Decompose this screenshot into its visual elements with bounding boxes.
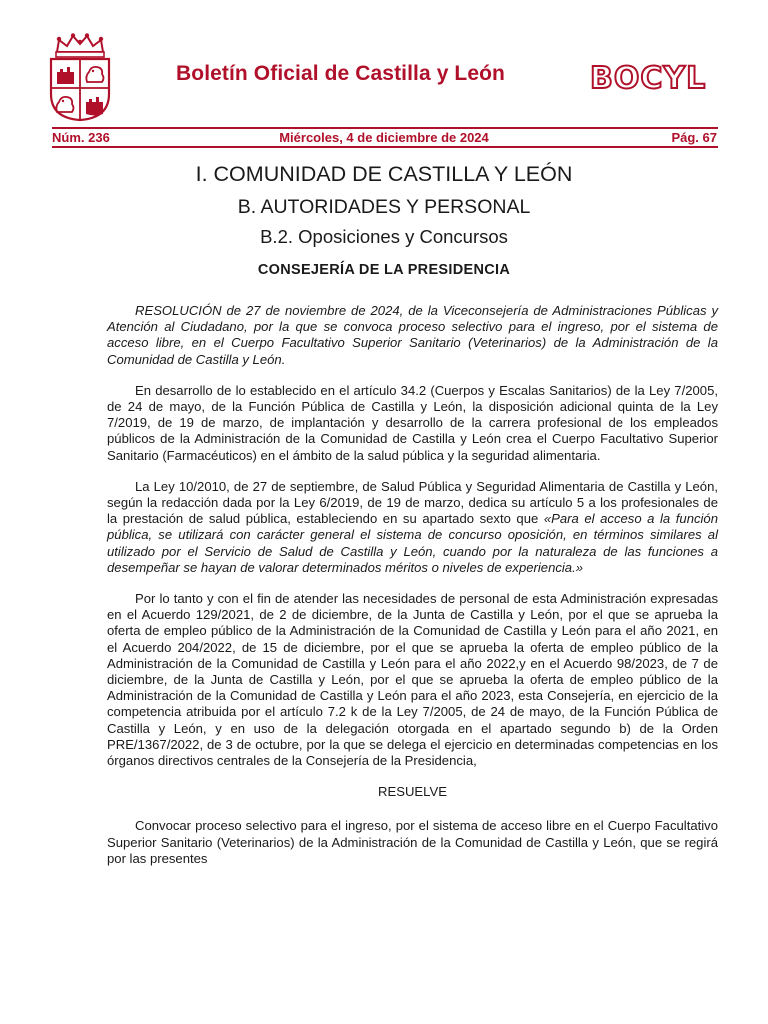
paragraph-3: Por lo tanto y con el fin de atender las necesidades de personal de esta Administración expresadas en el Acuerdo 129/2021, de 2 de diciembre, de la Junta de Castilla y León, por el que se aprueba la oferta de empleo público de la Administración de la Comunidad de Castilla y León para el año 2021, en el Acuerdo 204/2022, de 15 de diciembre, por el que se aprueba la oferta de empleo público de la Administración de la Comunidad de Castilla y León para el año 2022,y en el Acuerdo 98/2023, de 7 de diciembre, de la Junta de Castilla y León, por el que se aprueba la oferta de empleo público de la Administración de la Comunidad de Castilla y León para el año 2023, esta Consejería, en ejercicio de la competencia atribuida por el artículo 7.2 k de la Ley 7/2005, de 24 de mayo, de la Función Pública de Castilla y León, y en uso de la delegación otorgada en el apartado segundo b) de la Orden PRE/1367/2022, de 3 de octubre, por la que se delega el ejercicio en determinadas competencias en los órganos directivos centrales de la Consejería de la Presidencia, [107, 591, 718, 769]
issue-number: Núm. 236 [52, 130, 110, 145]
issue-date: Miércoles, 4 de diciembre de 2024 [279, 130, 489, 145]
paragraph-2-quote: «Para el acceso a la función pública, se utilizará con carácter general el sistema de concurso oposición, en términos similares al utilizado por el Servicio de Salud de Castilla y León, cuando por la naturaleza de las funciones a desempeñar se hayan de valorar determinados méritos o niveles de experiencia.» [107, 511, 718, 575]
svg-text:BOCYL: BOCYL [590, 61, 707, 94]
coat-of-arms-icon [45, 32, 115, 122]
resolution-paragraph: RESOLUCIÓN de 27 de noviembre de 2024, de la Viceconsejería de Administraciones Públicas y Atención al Ciudadano, por la que se convoca proceso selectivo para el ingreso, por el sistema de acceso libre, en el Cuerpo Facultativo Superior Sanitario (Veterinarios) de la Administración de la Comunidad de Castilla y León. [107, 303, 718, 367]
subsection-heading: B. AUTORIDADES Y PERSONAL [237, 196, 531, 218]
paragraph-4: Convocar proceso selectivo para el ingreso, por el sistema de acceso libre en el Cuerpo Facultativo Superior Sanitario (Veterinarios) de la Administración de la Comunidad de Castilla y León, que se regirá por las presentes [107, 818, 718, 866]
paragraph-2-intro: La Ley 10/2010, de 27 de septiembre, de Salud Pública y Seguridad Alimentaria de Castilla y León, según la redacción dada por la Ley 6/2019, de 19 de marzo, dedica su artículo 5 a los profesionales de la prestación de salud pública, estableciendo en su apartado sexto que [107, 478, 718, 527]
subsubsection-heading: B.2. Oposiciones y Concursos [260, 226, 508, 247]
page-header [0, 0, 768, 145]
department-heading: CONSEJERÍA DE LA PRESIDENCIA [257, 262, 511, 278]
page-number: Pág. 67 [671, 130, 717, 145]
bocyl-logo [590, 60, 720, 94]
paragraph-1: En desarrollo de lo establecido en el artículo 34.2 (Cuerpos y Escalas Sanitarios) de la Ley 7/2005, de 24 de mayo, de la Función Pública de Castilla y León, la disposición adicional quinta de la Ley 7/2019, de 19 de marzo, de implantación y desarrollo de la carrera profesional de los empleados públicos de la Administración de la Comunidad de Castilla y León crea el Cuerpo Facultativo Superior Sanitario (Farmacéuticos) en el ámbito de la salud pública y la seguridad alimentaria. [107, 382, 718, 463]
bulletin-title: Boletín Oficial de Castilla y León [176, 62, 505, 85]
resuelve-heading: RESUELVE [378, 784, 447, 800]
meta-rule [52, 146, 718, 148]
section-heading: I. COMUNIDAD DE CASTILLA Y LEÓN [195, 162, 573, 186]
header-rule [52, 127, 718, 129]
paragraph-2 [107, 479, 718, 576]
document-body [107, 303, 718, 882]
